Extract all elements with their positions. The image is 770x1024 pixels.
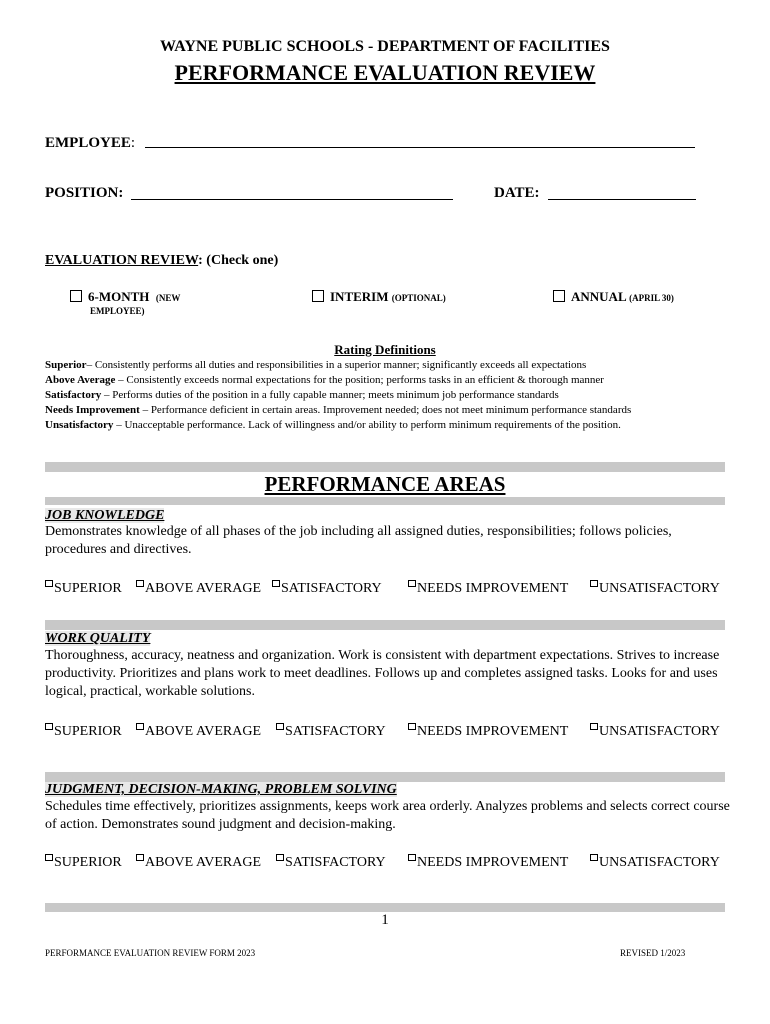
above-average-option[interactable]: ABOVE AVERAGE: [136, 580, 261, 597]
date-label: DATE:: [494, 185, 540, 201]
section-divider: [45, 462, 725, 472]
checkbox-icon: [272, 580, 280, 587]
checkbox-icon: [590, 723, 598, 730]
page-number: 1: [381, 912, 389, 928]
needs-improvement-option[interactable]: NEEDS IMPROVEMENT: [408, 723, 568, 740]
checkbox-icon: [70, 290, 82, 302]
superior-option[interactable]: SUPERIOR: [45, 854, 122, 871]
section-description: Demonstrates knowledge of all phases of the job including all assigned duties, responsibilities; follows policies, procedures and directives.: [45, 524, 672, 557]
superior-option[interactable]: SUPERIOR: [45, 580, 122, 597]
rating-definition: Unsatisfactory – Unacceptable performance. Lack of willingness and/or ability to perform minimum requirements of the position.: [45, 419, 621, 431]
six-month-note: EMPLOYEE): [90, 306, 145, 316]
section-description: Thoroughness, accuracy, neatness and organization. Work is consistent with department expectations. Strives to increase productivity. Prioritizes and plans work to meet deadlines. Follows up and completes assigned tasks. Looks for and uses logical, practical, workable solutions.: [45, 648, 720, 699]
above-average-option[interactable]: ABOVE AVERAGE: [136, 854, 261, 871]
checkbox-icon: [408, 723, 416, 730]
section-description: Schedules time effectively, prioritizes assignments, keeps work area orderly. Analyzes problems and selects correct course of action. Demonstrates sound judgment and decision-making.: [45, 799, 730, 832]
section-title: JUDGMENT, DECISION-MAKING, PROBLEM SOLVING: [45, 782, 397, 797]
unsatisfactory-option[interactable]: UNSATISFACTORY: [590, 854, 720, 871]
section-title: WORK QUALITY: [45, 631, 151, 646]
checkbox-icon: [136, 854, 144, 861]
unsatisfactory-option[interactable]: UNSATISFACTORY: [590, 723, 720, 740]
rating-definition: Needs Improvement – Performance deficient in certain areas. Improvement needed; does not meet minimum performance standards: [45, 404, 632, 416]
page-title: PERFORMANCE EVALUATION REVIEW: [174, 60, 596, 85]
evaluation-review-label: EVALUATION REVIEW: (Check one): [45, 253, 279, 268]
needs-improvement-option[interactable]: NEEDS IMPROVEMENT: [408, 580, 568, 597]
position-label: POSITION:: [45, 185, 124, 201]
rating-definition: Superior– Consistently performs all duties and responsibilities in a superior manner; significantly exceeds all expectations: [45, 359, 587, 371]
interim-checkbox[interactable]: INTERIM (OPTIONAL): [312, 289, 446, 305]
checkbox-icon: [590, 580, 598, 587]
section-divider: [45, 903, 725, 912]
checkbox-icon: [136, 723, 144, 730]
checkbox-icon: [45, 854, 53, 861]
annual-checkbox[interactable]: ANNUAL (APRIL 30): [553, 289, 674, 305]
rating-definitions-heading: Rating Definitions: [334, 342, 436, 357]
checkbox-icon: [276, 723, 284, 730]
employee-label: EMPLOYEE:: [45, 135, 136, 151]
org-heading: WAYNE PUBLIC SCHOOLS - DEPARTMENT OF FACILITIES: [160, 38, 610, 55]
above-average-option[interactable]: ABOVE AVERAGE: [136, 723, 261, 740]
unsatisfactory-option[interactable]: UNSATISFACTORY: [590, 580, 720, 597]
footer-revised: REVISED 1/2023: [620, 948, 686, 958]
needs-improvement-option[interactable]: NEEDS IMPROVEMENT: [408, 854, 568, 871]
satisfactory-option[interactable]: SATISFACTORY: [276, 854, 386, 871]
satisfactory-option[interactable]: SATISFACTORY: [272, 580, 382, 597]
footer-form-name: PERFORMANCE EVALUATION REVIEW FORM 2023: [45, 948, 256, 958]
rating-definition: Above Average – Consistently exceeds normal expectations for the position; performs tasks in an efficient & thorough manner: [45, 374, 604, 386]
checkbox-icon: [553, 290, 565, 302]
checkbox-icon: [408, 580, 416, 587]
satisfactory-option[interactable]: SATISFACTORY: [276, 723, 386, 740]
section-title: JOB KNOWLEDGE: [45, 508, 165, 523]
date-field[interactable]: [548, 199, 696, 200]
checkbox-icon: [45, 580, 53, 587]
checkbox-icon: [136, 580, 144, 587]
employee-field[interactable]: [145, 147, 695, 148]
six-month-checkbox[interactable]: 6-MONTH (NEW: [70, 289, 180, 305]
performance-areas-heading: PERFORMANCE AREAS: [264, 472, 506, 496]
superior-option[interactable]: SUPERIOR: [45, 723, 122, 740]
checkbox-icon: [312, 290, 324, 302]
checkbox-icon: [45, 723, 53, 730]
checkbox-icon: [408, 854, 416, 861]
rating-definition: Satisfactory – Performs duties of the position in a fully capable manner; meets minimum job performance standards: [45, 389, 559, 401]
position-field[interactable]: [131, 199, 453, 200]
checkbox-icon: [276, 854, 284, 861]
section-divider: [45, 497, 725, 505]
checkbox-icon: [590, 854, 598, 861]
